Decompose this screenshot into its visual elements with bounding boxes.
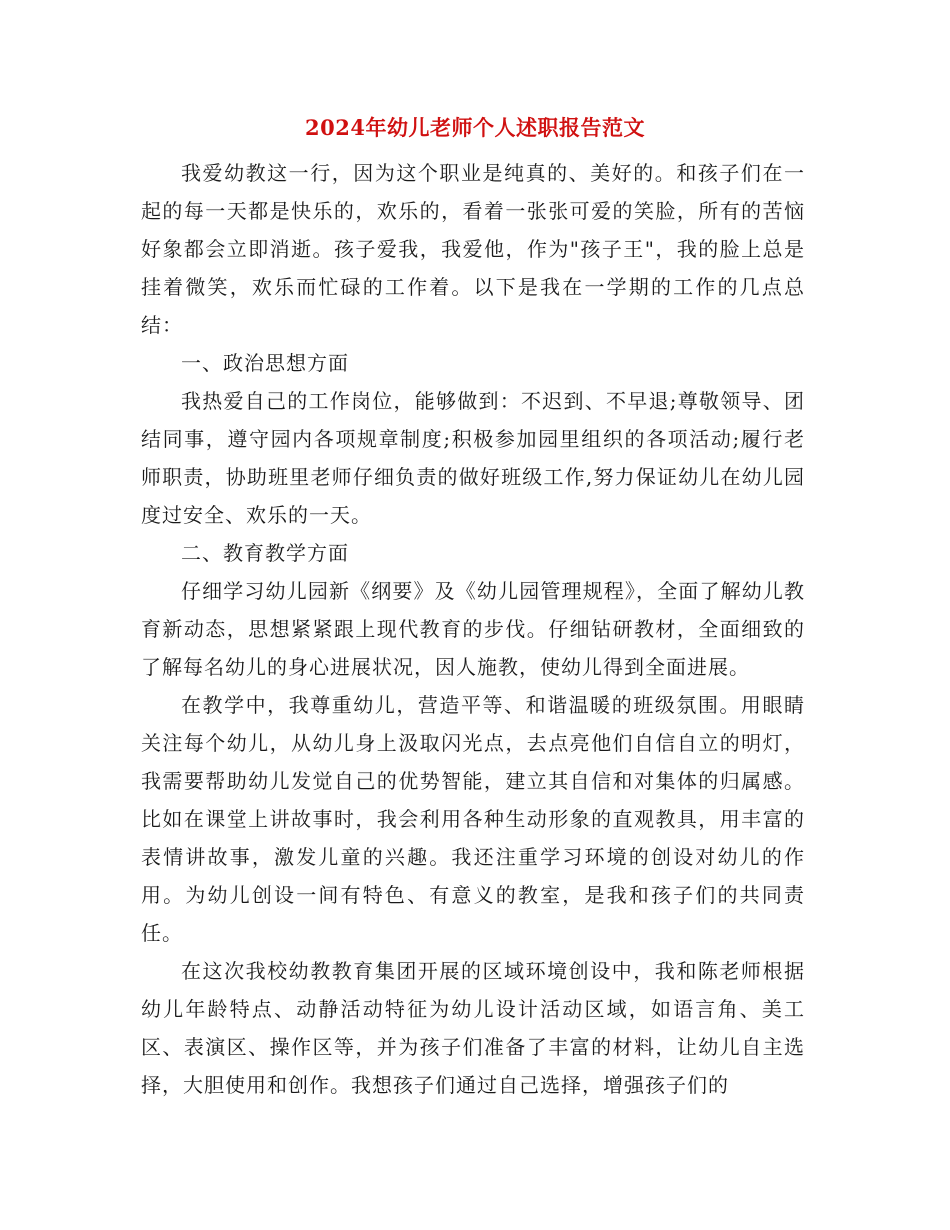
document-title: 2024年幼儿老师个人述职报告范文 — [305, 115, 645, 140]
paragraph-political: 我热爱自己的工作岗位，能够做到：不迟到、不早退;尊敬领导、团结同事，遵守园内各项规章制度;积极参加园里组织的各项活动;履行老师职责，协助班里老师仔细负责的做好班级工作,努力保证幼儿在幼儿园度过安全、欢乐的一天。 — [141, 389, 805, 527]
section-heading-political: 一、政治思想方面 — [181, 351, 349, 375]
section-heading-teaching: 二、教育教学方面 — [181, 541, 349, 565]
document-body — [141, 154, 805, 1104]
paragraph-teaching-study: 仔细学习幼儿园新《纲要》及《幼儿园管理规程》，全面了解幼儿教育新动态，思想紧紧跟上现代教育的步伐。仔细钻研教材，全面细致的了解每名幼儿的身心进展状况，因人施教，使幼儿得到全面进展。 — [141, 579, 805, 679]
paragraph-environment: 在这次我校幼教教育集团开展的区域环境创设中，我和陈老师根据幼儿年龄特点、动静活动特征为幼儿设计活动区域，如语言角、美工区、表演区、操作区等，并为孩子们准备了丰富的材料，让幼儿自主选择，大胆使用和创作。我想孩子们通过自己选择，增强孩子们的 — [141, 959, 805, 1097]
paragraph-intro: 我爱幼教这一行，因为这个职业是纯真的、美好的。和孩子们在一起的每一天都是快乐的，欢乐的，看着一张张可爱的笑脸，所有的苦恼好象都会立即消逝。孩子爱我，我爱他，作为"孩子王"，我的脸上总是挂着微笑，欢乐而忙碌的工作着。以下是我在一学期的工作的几点总结： — [141, 161, 805, 337]
paragraph-teaching-practice: 在教学中，我尊重幼儿，营造平等、和谐温暖的班级氛围。用眼睛关注每个幼儿，从幼儿身上汲取闪光点，去点亮他们自信自立的明灯，我需要帮助幼儿发觉自己的优势智能，建立其自信和对集体的归属感。比如在课堂上讲故事时，我会利用各种生动形象的直观教具，用丰富的表情讲故事，激发儿童的兴趣。我还注重学习环境的创设对幼儿的作用。为幼儿创设一间有特色、有意义的教室，是我和孩子们的共同责任。 — [141, 693, 805, 945]
